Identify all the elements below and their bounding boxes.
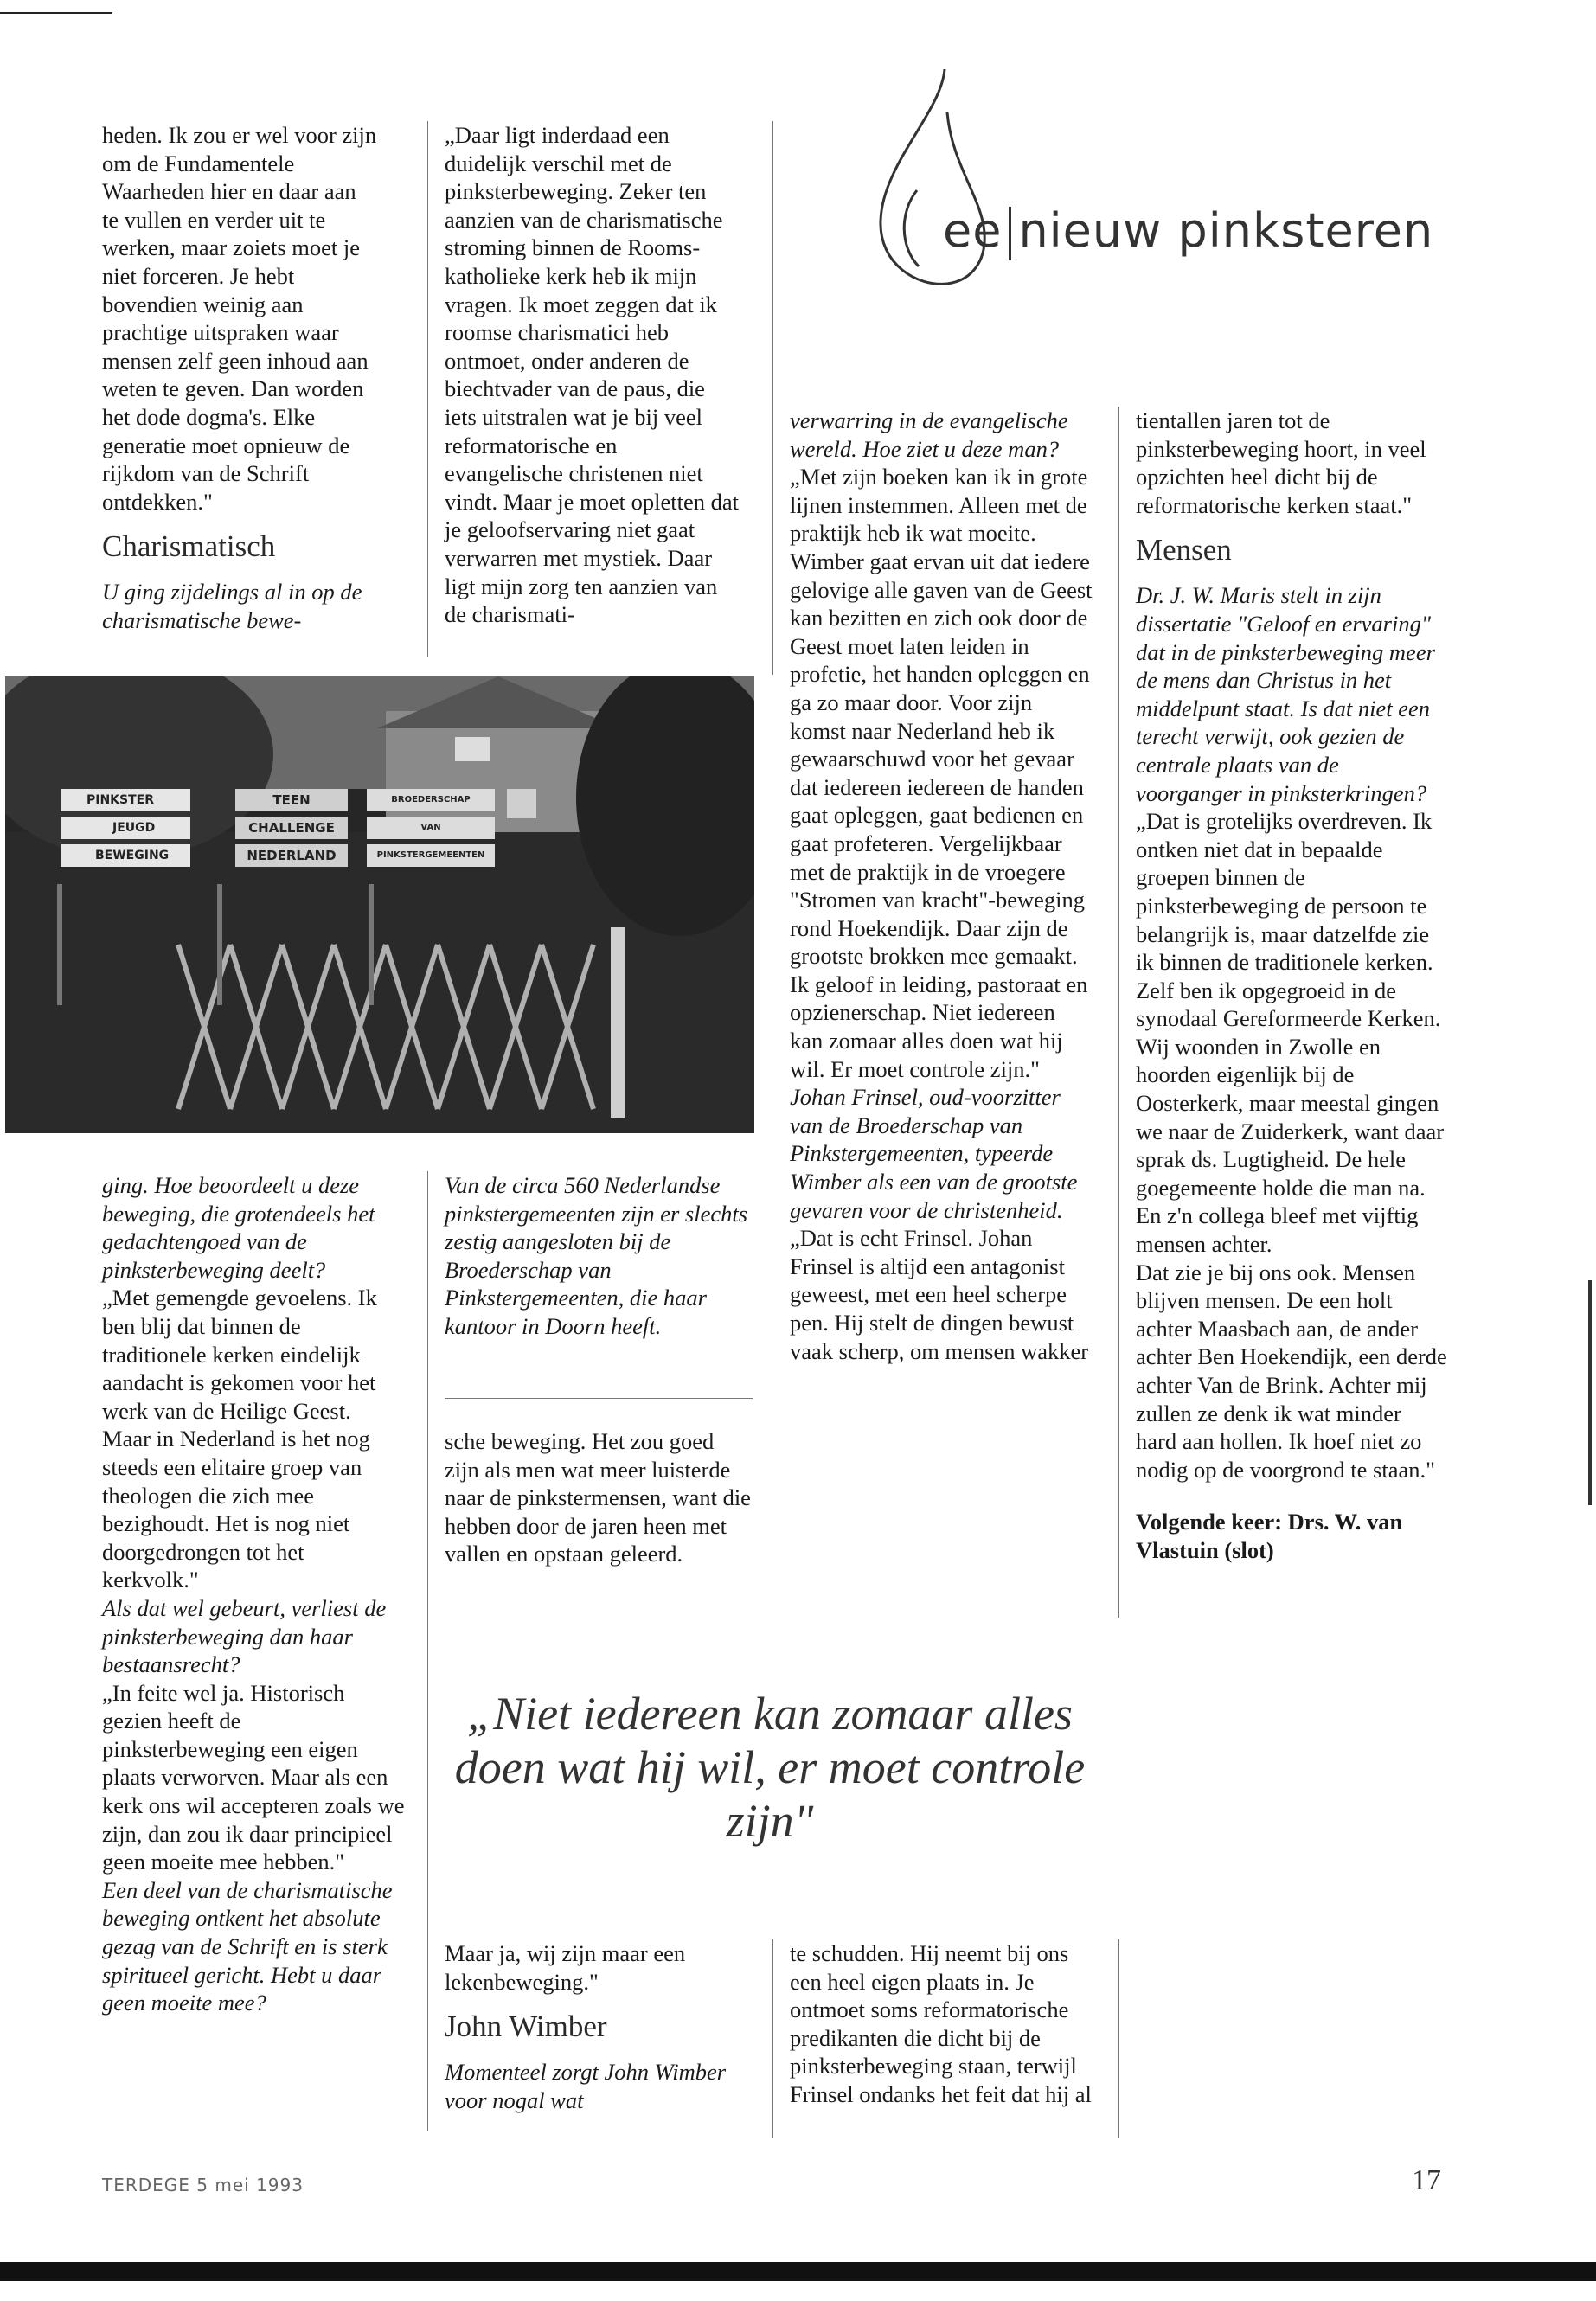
- body-paragraph: Maar ja, wij zijn maar een lekenbeweging.": [445, 1940, 686, 1995]
- sign-teen-challenge: [235, 789, 348, 867]
- sign-line: PINKSTERGEMEENTEN: [367, 844, 495, 867]
- body-paragraph: tientallen jaren tot de pinksterbeweging hoort, in veel opzichten heel dicht bij de reformatorische kerken staat.": [1136, 407, 1426, 518]
- body-paragraph: te schudden. Hij neemt bij ons een heel eigen plaats in. Je ontmoet soms reformatorische predikanten die dicht bij de pinksterbeweging staan, terwijl Frinsel ondanks het feit dat hij al: [790, 1940, 1092, 2107]
- interview-question: Johan Frinsel, oud-voorzitter van de Broederschap van Pinkstergemeenten, typeerde Wimber als een van de grootste gevaren voor de christenheid.: [790, 1084, 1078, 1223]
- sign-line: TEEN: [235, 789, 348, 811]
- column-2-top: [445, 121, 739, 629]
- sign-line: BROEDERSCHAP: [367, 789, 495, 811]
- magazine-footer: TERDEGE 5 mei 1993: [102, 2175, 304, 2195]
- sign-line: BEWEGING: [61, 844, 190, 867]
- sign-line: CHALLENGE: [235, 817, 348, 839]
- interview-question: Momenteel zorgt John Wimber voor nogal wat: [445, 2059, 727, 2113]
- column-2-bottom: [445, 1939, 751, 2114]
- body-paragraph: Dat zie je bij ons ook. Mensen blijven mensen. De een holt achter Maasbach aan, de ander achter Ben Hoekendijk, een derde achter Van de Brink. Achter mij zullen ze denk ik wat minder hard aan hollen. Ik hoef niet zo nodig op de voorgrond te staan.": [1136, 1259, 1447, 1483]
- subheading-charismatisch: Charismatisch: [102, 529, 276, 564]
- scan-edge-mark: [1588, 1280, 1592, 1505]
- logo-letters: ee: [943, 203, 1003, 258]
- next-issue-note: Volgende keer: Drs. W. van Vlastuin (slot): [1136, 1509, 1403, 1563]
- interview-question: Dr. J. W. Maris stelt in zijn dissertatie "Geloof en ervaring" dat in de pinksterbeweging meer de mens dan Christus in het middelpunt staat. Is dat niet een terecht verwijt, ook gezien de centrale plaats van de voorganger in pinksterkringen?: [1136, 582, 1435, 806]
- column-3-bottom: [790, 1939, 1093, 2109]
- interview-question: Een deel van de charismatische beweging ontkent het absolute gezag van de Schrift en is sterk spiritueel gericht. Hebt u daar geen moeite mee?: [102, 1876, 393, 2016]
- column-divider: [427, 121, 428, 657]
- top-rule: [0, 12, 112, 14]
- column-1-bottom: [102, 1171, 405, 2017]
- photo-pinkster-signs: [5, 676, 754, 1133]
- sign-line: PINKSTER: [61, 789, 190, 811]
- logo-divider: [1009, 207, 1011, 260]
- section-logo-title: [943, 203, 1433, 260]
- caption-rule: [445, 1398, 753, 1399]
- interview-question: U ging zijdelings al in op de charismatische bewe-: [102, 579, 362, 633]
- pull-quote: „Niet iedereen kan zomaar alles doen wat hij wil, er moet controle zijn": [454, 1688, 1086, 1847]
- interview-question: verwarring in de evangelische wereld. Hoe ziet u deze man?: [790, 407, 1068, 462]
- interview-question: Als dat wel gebeurt, verliest de pinksterbeweging dan haar bestaansrecht?: [102, 1594, 387, 1678]
- sign-pinksterjeugdbeweging: [61, 789, 190, 867]
- sign-broederschap: [367, 789, 495, 867]
- body-paragraph: heden. Ik zou er wel voor zijn om de Fundamentele Waarheden hier en daar aan te vullen en verder uit te werken, maar zoiets moet je niet forceren. Je hebt bovendien weinig aan prachtige uitspraken waar mensen zelf geen inhoud aan weten te geven. Dan worden het dode dogma's. Elke generatie moet opnieuw de rijkdom van de Schrift ontdekken.": [102, 122, 377, 515]
- column-divider: [772, 121, 773, 675]
- body-paragraph: „Met gemengde gevoelens. Ik ben blij dat binnen de traditionele kerken eindelijk aandacht is gekomen voor het werk van de Heilige Geest. Maar in Nederland is het nog steeds een elitaire groep van theologen die zich mee bezighoudt. Het is nog niet doorgedrongen tot het kerkvolk.": [102, 1285, 377, 1593]
- column-divider: [427, 1171, 428, 2131]
- column-1-top: [102, 121, 377, 635]
- column-divider: [772, 1939, 773, 2138]
- interview-question: ging. Hoe beoordeelt u deze beweging, die grotendeels het gedachtengoed van de pinksterbeweging deelt?: [102, 1172, 375, 1283]
- column-3: [790, 407, 1093, 1365]
- body-paragraph: „Dat is echt Frinsel. Johan Frinsel is altijd een antagonist geweest, met een heel scherpe pen. Hij stelt de dingen bewust vaak scherp, om mensen wakker: [790, 1225, 1089, 1364]
- scan-bottom-border: [0, 2262, 1596, 2281]
- column-2-middle: [445, 1427, 751, 1568]
- sign-line: VAN: [367, 817, 495, 839]
- sign-line: NEDERLAND: [235, 844, 348, 867]
- subheading-john-wimber: John Wimber: [445, 2009, 607, 2044]
- body-paragraph: sche beweging. Het zou goed zijn als men wat meer luisterde naar de pinkstermensen, want die hebben door de jaren heen met vallen en opstaan geleerd.: [445, 1428, 751, 1567]
- photo-scene: [5, 676, 754, 1133]
- body-paragraph: „Met zijn boeken kan ik in grote lijnen instemmen. Alleen met de praktijk heb ik wat moeite. Wimber gaat ervan uit dat iedere gelovige alle gaven van de Geest kan bezitten en zich ook door de Geest moet laten leiden in profetie, het handen opleggen en ga zo maar door. Voor zijn komst naar Nederland heb ik gewaarschuwd voor het gevaar dat iedereen iedereen de handen gaat opleggen, gaat bedienen en gaat profeteren. Vergelijkbaar met de praktijk in de vroegere "Stromen van kracht"-beweging rond Hoekendijk. Daar zijn de grootste brokken mee gemaakt. Ik geloof in leiding, pastoraat en opzienerschap. Niet iedereen kan zomaar alles doen wat hij wil. Er moet controle zijn.": [790, 464, 1093, 1082]
- body-paragraph: „Dat is grotelijks overdreven. Ik ontken niet dat in bepaalde groepen binnen de pinksterbeweging de persoon te belangrijk is, maar datzelfde zie ik binnen de traditionele kerken. Zelf ben ik opgegroeid in de synodaal Gereformeerde Kerken. Wij woonden in Zwolle en hoorden eigenlijk bij de Oosterkerk, maar meestal gingen we naar de Zuiderkerk, want daar sprak ds. Lugtigheid. De hele goegemeente holde die man na. En z'n collega bleef met vijftig mensen achter.: [1136, 808, 1445, 1258]
- column-divider: [1118, 1939, 1119, 2138]
- subheading-mensen: Mensen: [1136, 533, 1232, 567]
- column-4: [1136, 407, 1447, 1565]
- column-divider: [1118, 407, 1119, 1618]
- logo-words: nieuw pinksteren: [1018, 203, 1434, 258]
- page-number: 17: [1412, 2164, 1441, 2196]
- photo-caption: Van de circa 560 Nederlandse pinkstergemeenten zijn er slechts zestig aangesloten bij de Broederschap van Pinkstergemeenten, die haar kantoor in Doorn heeft.: [445, 1172, 748, 1339]
- sign-line: JEUGD: [61, 817, 190, 839]
- body-paragraph: „Daar ligt inderdaad een duidelijk verschil met de pinksterbeweging. Zeker ten aanzien van de charismatische stroming binnen de Rooms-katholieke kerk heb ik mijn vragen. Ik moet zeggen dat ik roomse charismatici heb ontmoet, onder anderen de biechtvader van de paus, die iets uitstralen wat je bij veel reformatorische en evangelische christenen niet vindt. Maar je moet opletten dat je geloofservaring niet gaat verwarren met mystiek. Daar ligt mijn zorg ten aanzien van de charismati-: [445, 122, 739, 628]
- body-paragraph: „In feite wel ja. Historisch gezien heeft de pinksterbeweging een eigen plaats verworven. Maar als een kerk ons wil accepteren zoals we zijn, dan zou ik daar principieel geen moeite mee hebben.": [102, 1679, 405, 1875]
